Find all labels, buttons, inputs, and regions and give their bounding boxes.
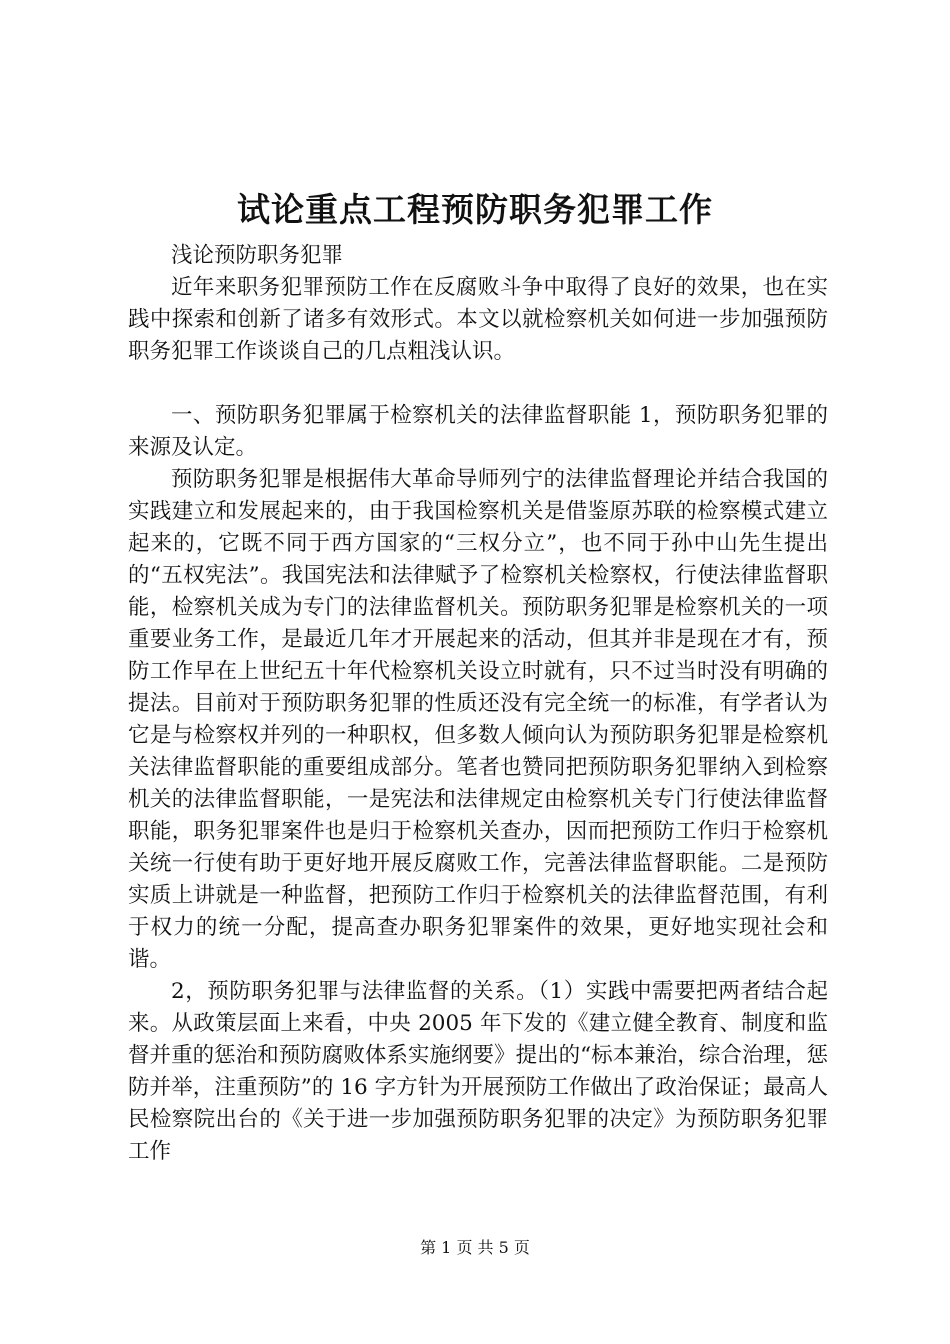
paragraph-subtitle: 浅论预防职务犯罪 [171, 243, 344, 268]
paragraph-intro: 近年来职务犯罪预防工作在反腐败斗争中取得了良好的效果，也在实践中探索和创新了诸多有效形式。本文以就检察机关如何进一步加强预防职务犯罪工作谈谈自己的几点粗浅认识。 [128, 275, 828, 364]
document-body [128, 240, 828, 1168]
paragraph-section-one: 一、预防职务犯罪属于检察机关的法律监督职能 1，预防职务犯罪的来源及认定。 [128, 403, 828, 460]
paragraph-body: 2，预防职务犯罪与法律监督的关系。（1）实践中需要把两者结合起来。从政策层面上来看，中央 2005 年下发的《建立健全教育、制度和监督并重的惩治和预防腐败体系实施纲要》提出的“标本兼治，综合治理，惩防并举，注重预防”的 16 字方针为开展预防工作做出了政治保证；最高人民检察院出台的《关于进一步加强预防职务犯罪的决定》为预防职务犯罪工作 [128, 979, 828, 1164]
page-number-footer: 第 1 页 共 5 页 [420, 1238, 530, 1257]
paragraph-body: 预防职务犯罪是根据伟大革命导师列宁的法律监督理论并结合我国的实践建立和发展起来的，由于我国检察机关是借鉴原苏联的检察模式建立起来的，它既不同于西方国家的“三权分立”，也不同于孙中山先生提出的“五权宪法”。我国宪法和法律赋予了检察机关检察权，行使法律监督职能，检察机关成为专门的法律监督机关。预防职务犯罪是检察机关的一项重要业务工作，是最近几年才开展起来的活动，但其并非是现在才有，预防工作早在上世纪五十年代检察机关设立时就有，只不过当时没有明确的提法。目前对于预防职务犯罪的性质还没有完全统一的标准，有学者认为它是与检察权并列的一种职权，但多数人倾向认为预防职务犯罪是检察机关法律监督职能的重要组成部分。笔者也赞同把预防职务犯罪纳入到检察机关的法律监督职能，一是宪法和法律规定由检察机关专门行使法律监督职能，职务犯罪案件也是归于检察机关查办，因而把预防工作归于检察机关统一行使有助于更好地开展反腐败工作，完善法律监督职能。二是预防实质上讲就是一种监督，把预防工作归于检察机关的法律监督范围，有利于权力的统一分配，提高查办职务犯罪案件的效果，更好地实现社会和谐。 [128, 467, 828, 972]
document-title: 试论重点工程预防职务犯罪工作 [237, 190, 713, 229]
